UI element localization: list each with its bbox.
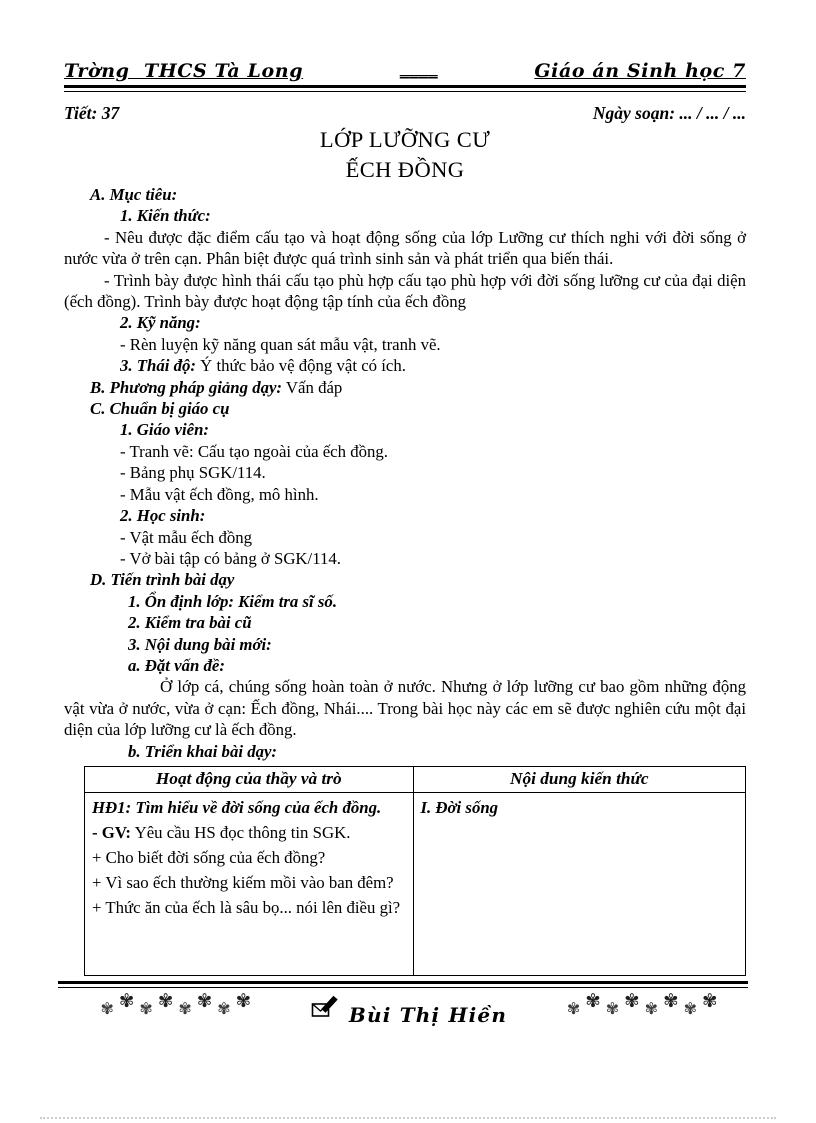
section-a2-paragraph: - Rèn luyện kỹ năng quan sát mẫu vật, tranh vẽ. [120, 334, 441, 354]
gv-text: Yêu cầu HS đọc thông tin SGK. [131, 822, 351, 842]
section-d3b-heading: b. Triển khai bài dạy: [128, 741, 278, 761]
section-c1-heading: 1. Giáo viên: [120, 420, 210, 440]
signature-block [311, 997, 507, 1027]
section-b-line [90, 377, 746, 398]
section-c-heading: C. Chuẩn bị giáo cụ [90, 399, 230, 419]
flower-icon: ✾ [585, 990, 601, 1012]
section-d-heading: D. Tiến trình bài dạy [90, 570, 235, 590]
question-3: + Thức ăn của ếch là sâu bọ... nói lên điều gì? [92, 897, 401, 917]
flower-icon: ✾ [566, 998, 581, 1018]
lesson-activities-table [84, 766, 746, 976]
column-header-knowledge: Nội dung kiến thức [413, 766, 745, 792]
table-header-row [85, 766, 746, 792]
section-c2-item: - Vật mẫu ếch đồng [120, 527, 253, 547]
activity-heading: HĐ1: Tìm hiểu về đời sống của ếch đồng. [92, 797, 382, 817]
section-b-label: B. Phương pháp giảng dạy: [90, 377, 283, 397]
envelope-pen-icon [311, 995, 339, 1026]
flower-icon: ✾ [196, 990, 213, 1012]
flower-icon: ✾ [139, 998, 153, 1018]
lesson-title-line1: LỚP LƯỠNG CƯ [319, 127, 491, 152]
date-label: Ngày soạn: ... / ... / ... [592, 103, 746, 123]
column-header-activities: Hoạt động của thầy và trò [85, 766, 414, 792]
page-header [64, 57, 746, 82]
section-c2-item: - Vở bài tập có bảng ở SGK/114. [120, 548, 341, 568]
section-c2-heading: 2. Học sinh: [120, 506, 206, 526]
knowledge-cell [413, 792, 745, 975]
footer [64, 990, 746, 1027]
section-d1-heading: 1. Ổn định lớp: Kiểm tra sĩ số. [128, 591, 338, 611]
flower-icon: ✾ [217, 998, 231, 1018]
section-c1-item: - Mẫu vật ếch đồng, mô hình. [120, 484, 319, 504]
flower-icon: ✾ [683, 998, 697, 1018]
header-rule [64, 85, 746, 92]
section-a3-line [120, 355, 746, 376]
period-label: Tiết: 37 [64, 103, 120, 123]
gv-label: - GV: [92, 822, 132, 842]
flower-icon: ✾ [178, 998, 192, 1018]
section-a3-label: 3. Thái độ: [120, 356, 196, 376]
lesson-title-line2: ẾCH ĐỒNG [345, 157, 465, 182]
section-c1-item: - Bảng phụ SGK/114. [120, 463, 266, 483]
flower-icon: ✾ [701, 990, 718, 1012]
section-d3a-heading: a. Đặt vấn đề: [128, 655, 225, 675]
flower-icon: ✾ [100, 998, 114, 1018]
section-d2-heading: 2. Kiểm tra bài cũ [128, 613, 252, 633]
school-name: Trờng THCS Tà Long [64, 60, 304, 82]
page-bottom-dotted-border [40, 1117, 776, 1119]
footer-rule [58, 981, 748, 988]
meta-row [64, 103, 746, 124]
flower-icon: ✾ [235, 990, 252, 1012]
author-signature: Bùi Thị Hiền [348, 1002, 508, 1027]
activities-cell [85, 792, 414, 975]
flower-ornament-right [564, 990, 720, 1018]
question-2: + Vì sao ếch thường kiếm mồi vào ban đêm? [92, 872, 394, 892]
section-a1-heading: 1. Kiến thức: [120, 206, 211, 226]
section-d3-heading: 3. Nội dung bài mới: [128, 634, 272, 654]
flower-icon: ✾ [118, 990, 135, 1012]
flower-ornament-left [98, 990, 254, 1018]
section-a3-text: Ý thức bảo vệ động vật có ích. [195, 356, 406, 376]
section-c1-item: - Tranh vẽ: Cấu tạo ngoài của ếch đồng. [120, 441, 388, 461]
table-row [85, 792, 746, 975]
section-a2-heading: 2. Kỹ năng: [120, 313, 201, 333]
flower-icon: ✾ [605, 998, 620, 1018]
section-a-heading: A. Mục tiêu: [90, 185, 178, 204]
flower-icon: ✾ [663, 990, 679, 1012]
flower-icon: ✾ [157, 990, 174, 1012]
flower-icon: ✾ [644, 998, 659, 1018]
section-d3a-paragraph: Ở lớp cá, chúng sống hoàn toàn ở nước. Nhưng ở lớp lưỡng cư bao gồm những động vật vừa ở nước, vừa ở cạn: Ếch đồng, Nhái.... Trong bài học này các em sẽ được nghiên cứu một đại diện của lớp lưỡng cư là ếch đồng. [64, 677, 746, 740]
knowledge-heading: I. Đời sống [420, 797, 499, 817]
section-a1-paragraph-1: - Nêu được đặc điểm cấu tạo và hoạt động sống của lớp Lưỡng cư thích nghi với đời sống ở nước vừa ở trên cạn. Phân biệt được quá trình sinh sản và phát triển qua biến thái. [64, 227, 746, 269]
section-a1-paragraph-2: - Trình bày được hình thái cấu tạo phù hợp cấu tạo phù hợp với đời sống lưỡng cư của đại diện (ếch đồng). Trình bày được hoạt động tập tính của ếch đồng [64, 270, 746, 312]
question-1: + Cho biết đời sống của ếch đồng? [92, 847, 326, 867]
document-type: Giáo án Sinh học 7 [534, 60, 746, 82]
teacher-instruction [92, 820, 405, 845]
header-center-mark: ____ [399, 57, 438, 79]
section-b-text: Vấn đáp [282, 377, 343, 397]
flower-icon: ✾ [624, 990, 640, 1012]
